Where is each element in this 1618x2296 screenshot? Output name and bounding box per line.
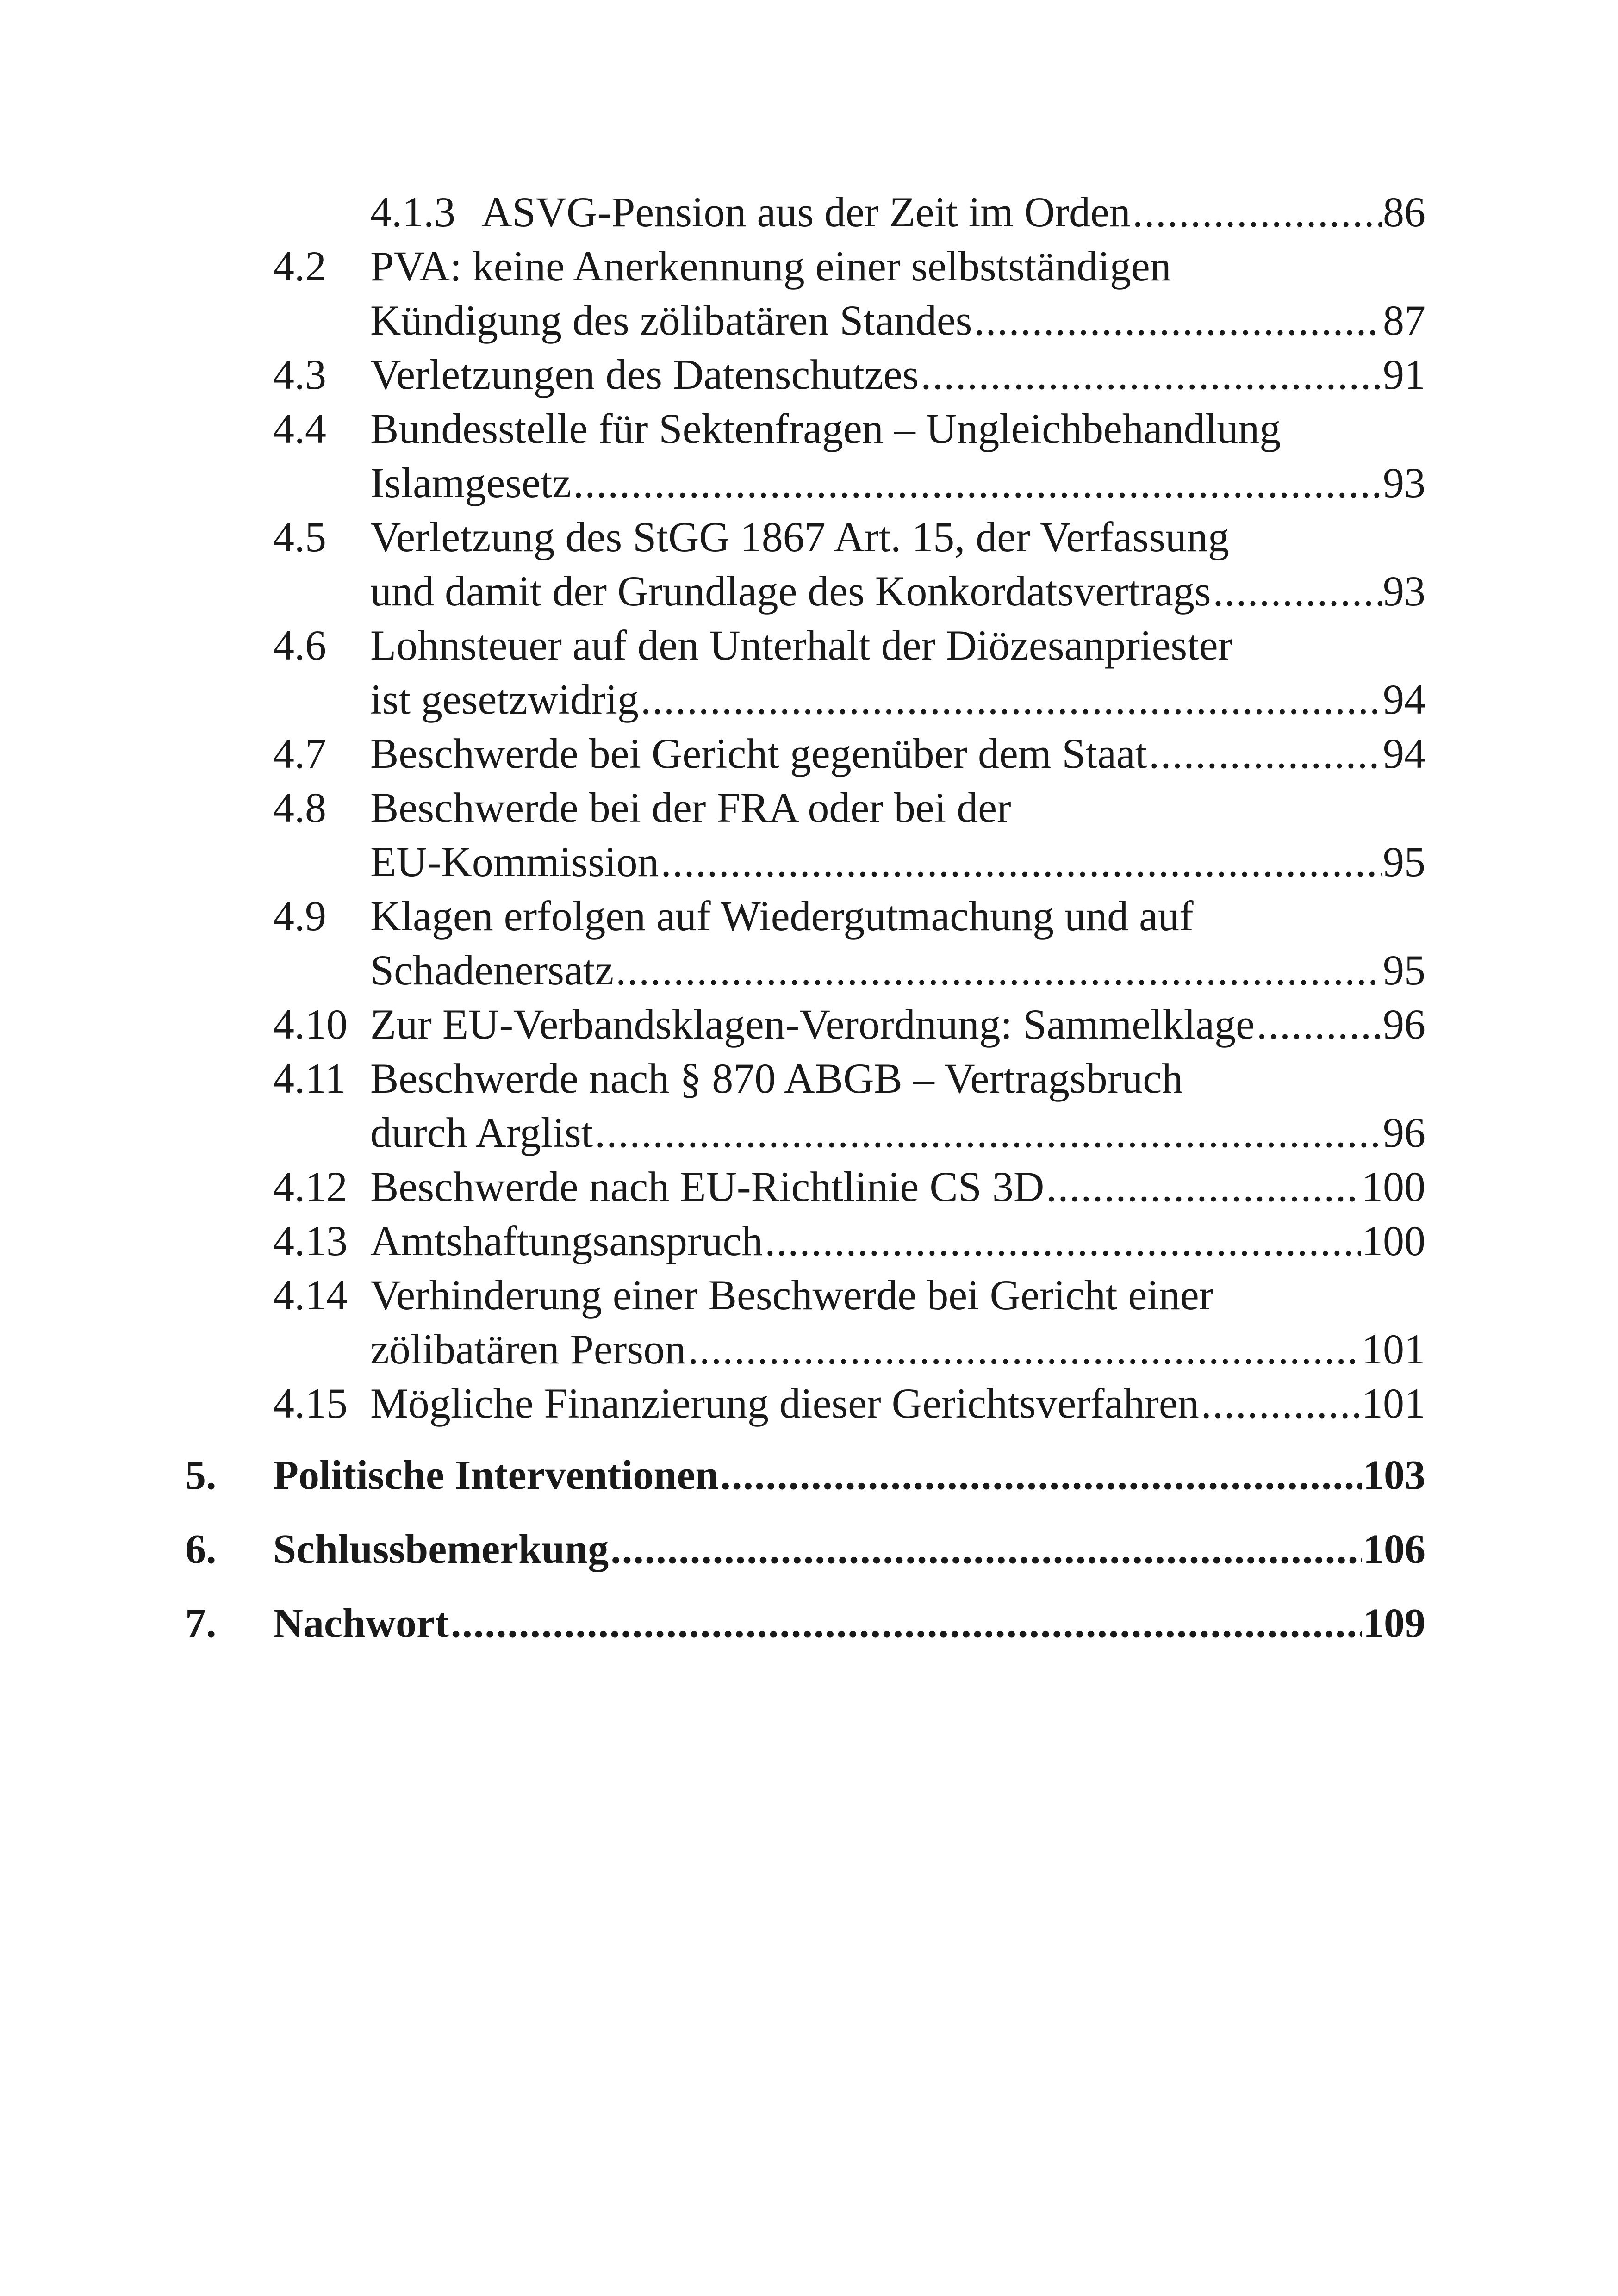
- entry-page: 87: [1383, 297, 1425, 344]
- dot-leader: [661, 835, 1382, 889]
- entry-line: [370, 293, 1425, 347]
- dot-leader: [1133, 185, 1382, 239]
- entry-number: 4.2: [273, 243, 326, 290]
- entry-number: 4.15: [273, 1380, 348, 1427]
- entry-line: [370, 1160, 1425, 1213]
- entry-number: 4.3: [273, 351, 326, 398]
- entry-title: Beschwerde bei Gericht gegenüber dem Staat: [370, 730, 1147, 777]
- entry-page: 101: [1362, 1380, 1425, 1427]
- entry-title-line-2: EU-Kommission: [370, 838, 659, 885]
- entry-title-line-1: PVA: keine Anerkennung einer selbstständigen: [370, 243, 1171, 290]
- entry-page: 93: [1383, 459, 1425, 506]
- entry-page: 95: [1383, 838, 1425, 885]
- entry-page: 93: [1383, 567, 1425, 615]
- entry-number: 4.14: [273, 1271, 348, 1319]
- entry-page: 96: [1383, 1001, 1425, 1048]
- entry-line: [370, 1106, 1425, 1159]
- dot-leader: [1201, 1376, 1361, 1430]
- entry-title-line-2: Schadenersatz: [370, 946, 614, 994]
- dot-leader: [451, 1597, 1362, 1650]
- chapter-number: 7.: [185, 1600, 217, 1646]
- dot-leader: [1213, 564, 1382, 618]
- entry-title: Amtshaftungsanspruch: [370, 1217, 763, 1264]
- entry-line: [370, 672, 1425, 726]
- entry-number: 4.8: [273, 784, 326, 831]
- entry-page: 96: [1383, 1109, 1425, 1156]
- entry-number: 4.10: [273, 1001, 348, 1048]
- chapter-title: Politische Interventionen: [273, 1452, 719, 1498]
- entry-line: [370, 727, 1425, 780]
- chapter-page: 103: [1363, 1452, 1425, 1498]
- dot-leader: [765, 1214, 1361, 1268]
- dot-leader: [688, 1322, 1361, 1376]
- entry-page: 95: [1383, 946, 1425, 994]
- dot-leader: [1149, 727, 1382, 780]
- entry-title-line-1: Verletzung des StGG 1867 Art. 15, der Verfassung: [370, 513, 1229, 560]
- entry-title: Beschwerde nach EU-Richtlinie CS 3D: [370, 1163, 1045, 1210]
- dot-leader: [1046, 1160, 1361, 1213]
- entry-title: Mögliche Finanzierung dieser Gerichtsverfahren: [370, 1380, 1199, 1427]
- entry-title-line-2: zölibatären Person: [370, 1325, 686, 1373]
- entry-number: 4.13: [273, 1217, 348, 1264]
- chapter-number: 6.: [185, 1526, 217, 1572]
- entry-title-line-2: ist gesetzwidrig: [370, 676, 639, 723]
- entry-page: 86: [1383, 188, 1425, 236]
- entry-title-line-1: Beschwerde nach § 870 ABGB – Vertragsbruch: [370, 1055, 1183, 1102]
- dot-leader: [720, 1449, 1362, 1502]
- entry-line: [370, 943, 1425, 997]
- entry-line: [370, 997, 1425, 1051]
- entry-title-line-1: Beschwerde bei der FRA oder bei der: [370, 784, 1011, 831]
- dot-leader: [641, 672, 1382, 726]
- entry-number: 4.4: [273, 405, 326, 452]
- entry-line: [370, 1322, 1425, 1376]
- entry-title-line-1: Lohnsteuer auf den Unterhalt der Diözesanpriester: [370, 622, 1232, 669]
- chapter-title: Schlussbemerkung: [273, 1526, 609, 1572]
- dot-leader: [921, 348, 1382, 401]
- chapter-page: 106: [1363, 1526, 1425, 1572]
- entry-number: 4.9: [273, 892, 326, 940]
- dot-leader: [974, 293, 1382, 347]
- entry-line: [370, 1376, 1425, 1430]
- chapter-page: 109: [1363, 1600, 1425, 1646]
- entry-line: [370, 835, 1425, 889]
- entry-title-line-1: Verhinderung einer Beschwerde bei Gericht einer: [370, 1271, 1214, 1319]
- entry-line: [370, 456, 1425, 510]
- entry-page: 101: [1362, 1325, 1425, 1373]
- dot-leader: [1257, 997, 1382, 1051]
- chapter-line: [273, 1597, 1425, 1650]
- chapter-title: Nachwort: [273, 1600, 449, 1646]
- entry-page: 100: [1362, 1163, 1425, 1210]
- entry-title-line-1: Bundesstelle für Sektenfragen – Ungleichbehandlung: [370, 405, 1281, 452]
- entry-page: 94: [1383, 676, 1425, 723]
- entry-title-line-2: und damit der Grundlage des Konkordatsvertrags: [370, 567, 1211, 615]
- dot-leader: [573, 456, 1382, 510]
- entry-title-line-1: Klagen erfolgen auf Wiedergutmachung und auf: [370, 892, 1194, 940]
- entry-title-line-2: Kündigung des zölibatären Standes: [370, 297, 972, 344]
- entry-title: Zur EU-Verbandsklagen-Verordnung: Sammelklage: [370, 1001, 1255, 1048]
- chapter-line: [273, 1449, 1425, 1502]
- entry-number: 4.5: [273, 513, 326, 560]
- entry-page: 100: [1362, 1217, 1425, 1264]
- entry-number: 4.1.3: [370, 188, 455, 236]
- dot-leader: [595, 1106, 1382, 1159]
- entry-page: 94: [1383, 730, 1425, 777]
- entry-line: [370, 348, 1425, 401]
- chapter-number: 5.: [185, 1452, 217, 1498]
- entry-title-line-2: durch Arglist: [370, 1109, 593, 1156]
- entry-title: ASVG-Pension aus der Zeit im Orden: [481, 188, 1131, 236]
- dot-leader: [616, 943, 1382, 997]
- entry-number: 4.6: [273, 622, 326, 669]
- chapter-line: [273, 1523, 1425, 1576]
- entry-number: 4.12: [273, 1163, 348, 1210]
- entry-title-line-2: Islamgesetz: [370, 459, 572, 506]
- entry-line: [481, 185, 1425, 239]
- entry-number: 4.7: [273, 730, 326, 777]
- dot-leader: [610, 1523, 1362, 1576]
- entry-line: [370, 1214, 1425, 1268]
- entry-title: Verletzungen des Datenschutzes: [370, 351, 919, 398]
- entry-number: 4.11: [273, 1055, 346, 1102]
- entry-page: 91: [1383, 351, 1425, 398]
- entry-line: [370, 564, 1425, 618]
